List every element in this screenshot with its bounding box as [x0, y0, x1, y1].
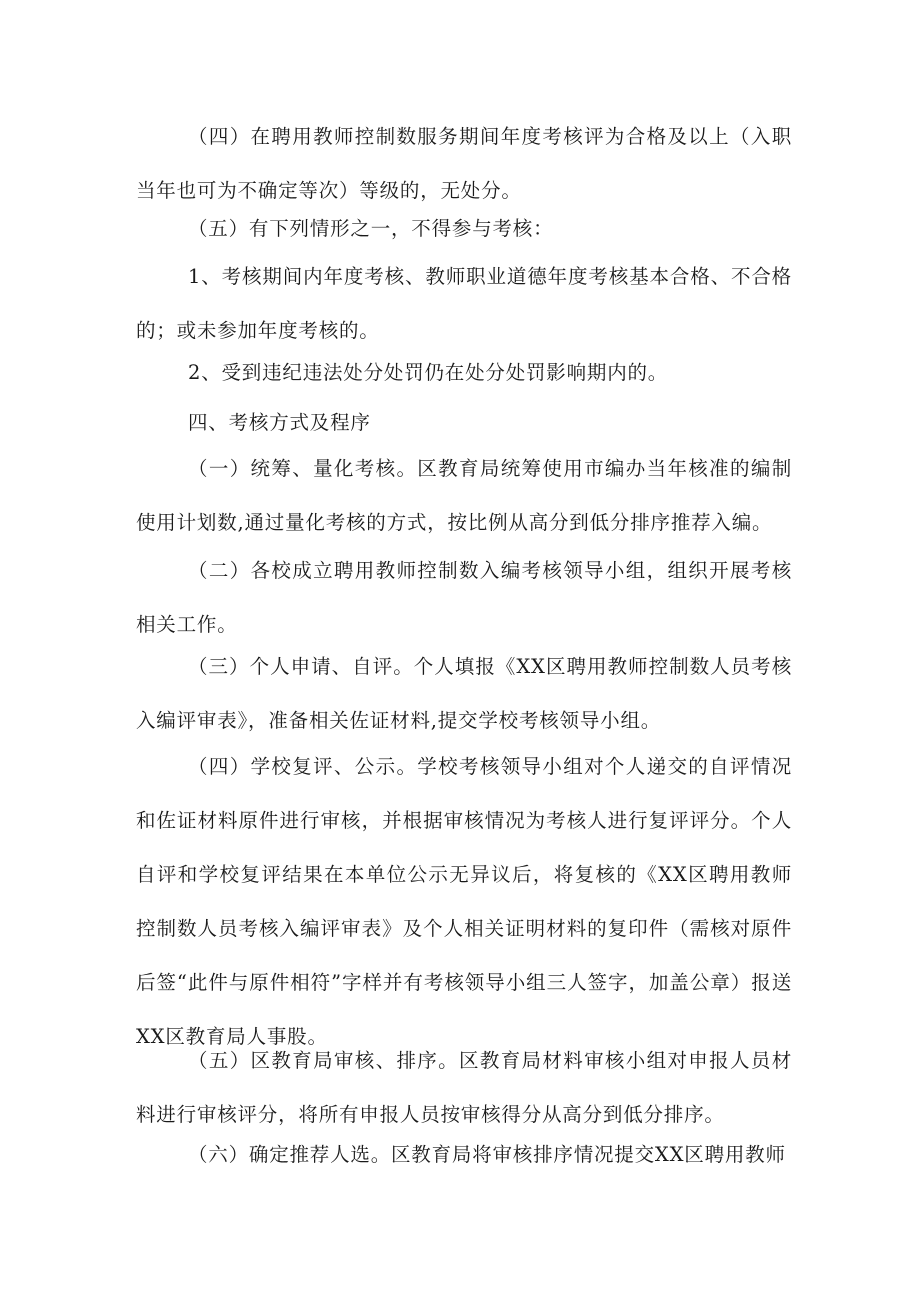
paragraph-step-2: （二）各校成立聘用教师控制数入编考核领导小组，组织开展考核相关工作。 — [136, 559, 792, 636]
paragraph-exclusion-1: 1、考核期间内年度考核、教师职业道德年度考核基本合格、不合格的；或未参加年度考核的。 — [136, 265, 792, 342]
paragraph-step-3: （三）个人申请、自评。个人填报《XX区聘用教师控制数人员考核入编评审表》，准备相关佐证材料,提交学校考核领导小组。 — [136, 655, 792, 732]
paragraph-step-6: （六）确定推荐人选。区教育局将审核排序情况提交XX区聘用教师 — [188, 1143, 786, 1166]
section-heading: 四、考核方式及程序 — [188, 411, 371, 434]
paragraph-criteria-5: （五）有下列情形之一，不得参与考核： — [188, 217, 554, 240]
paragraph-step-1: （一）统筹、量化考核。区教育局统筹使用市编办当年核准的编制使用计划数,通过量化考核的方式，按比例从高分到低分排序推荐入编。 — [136, 457, 792, 534]
paragraph-step-4: （四）学校复评、公示。学校考核领导小组对个人递交的自评情况和佐证材料原件进行审核，并根据审核情况为考核人进行复评评分。个人自评和学校复评结果在本单位公示无异议后，将复核的《XX区聘用教师控制数人员考核入编评审表》及个人相关证明材料的复印件（需核对原件后签“此件与原件相符”字样并有考核领导小组三人签字，加盖公章）报送XX区教育局人事股。 — [136, 755, 792, 1048]
paragraph-exclusion-2: 2、受到违纪违法处分处罚仍在处分处罚影响期内的。 — [188, 361, 669, 384]
paragraph-criteria-4: （四）在聘用教师控制数服务期间年度考核评为合格及以上（入职当年也可为不确定等次）等级的，无处分。 — [136, 125, 792, 202]
paragraph-step-5: （五）区教育局审核、排序。区教育局材料审核小组对申报人员材料进行审核评分，将所有申报人员按审核得分从高分到低分排序。 — [136, 1049, 792, 1126]
